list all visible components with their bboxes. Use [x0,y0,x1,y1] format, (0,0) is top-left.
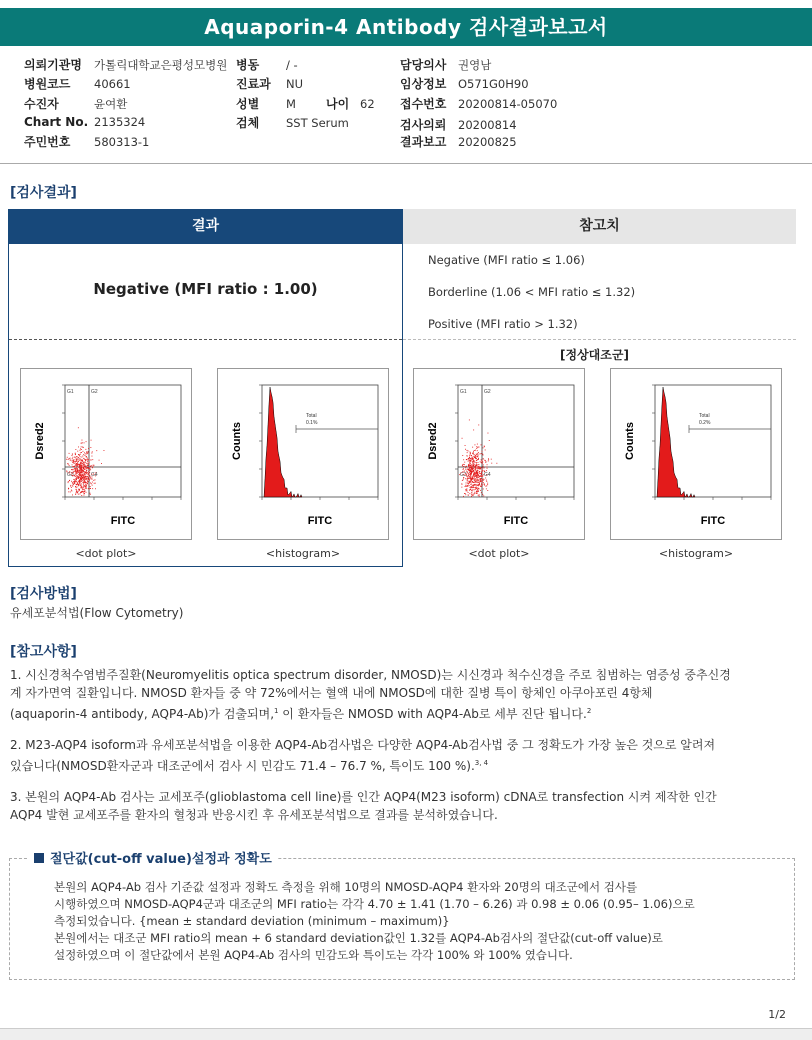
control-histogram [610,368,782,540]
ref-borderline: Borderline (1.06 < MFI ratio ≤ 1.32) [428,285,636,299]
receipt-value: 20200814-05070 [458,97,558,111]
note-3-line-2: AQP4 발현 교세포주를 환자의 혈청과 반응시킨 후 유세포분석법으로 결과를 분석하였습니다. [10,808,498,822]
ref-sup-3-4: 3, 4 [474,759,489,767]
note-2-line-2 [10,754,800,775]
note-3-line-1: 3. 본원의 AQP4-Ab 검사는 교세포주(glioblastoma cell line)를 인간 AQP4(M23 isoform) cDNA로 transfection 시켜 제작한 인간 [10,790,717,804]
quadrant-label-3: G3 [67,472,74,478]
page-footer [0,1028,812,1040]
results-section-title: [검사결과] [10,185,77,201]
y-axis-label: Counts [231,422,243,460]
patient-label: 수진자 [24,97,59,111]
cutoff-line-1: 본원의 AQP4-Ab 검사 기준값 설정과 정확도 측정을 위해 10명의 NMOSD-AQP4 환자와 20명의 대조군에서 검사를 [54,880,638,894]
clinical-value: O571G0H90 [458,77,529,91]
cutoff-line-2: 시행하였으며 NMOSD-AQP4군과 대조군의 MFI ratio는 각각 4.70 ± 1.41 (1.70 – 6.26) 과 0.98 ± 0.06 (0.95– 1.06)으로 [54,897,695,911]
ward-value: / - [286,58,298,72]
age-value: 62 [360,97,375,111]
receipt-label: 접수번호 [400,97,447,111]
cutoff-title [28,848,278,867]
chart-value: 2135324 [94,115,146,129]
ref-sup-1: 1 [274,707,279,715]
patient-hist-caption: <histogram> [265,547,341,560]
gate-percent: 0.1% [306,420,318,426]
control-dot-plot [413,368,585,540]
note-2-line-1: 2. M23-AQP4 isoform과 유세포분석법을 이용한 AQP4-Ab검사법은 다양한 AQP4-Ab검사법 중 그 정확도가 가장 높은 것으로 알려져 [10,738,716,752]
clinical-label: 임상정보 [400,77,447,91]
y-axis-label: Counts [624,422,636,460]
note-1-line-1: 1. 시신경척수염범주질환(Neuromyelitis optica spectrum disorder, NMOSD)는 시신경과 척수신경을 주로 침범하는 염증성 중추신경 [10,668,731,682]
ward-label: 병동 [236,58,260,72]
request-value: 20200814 [458,118,517,132]
note-1-line-3a: (aquaporin-4 antibody, AQP4-Ab)가 검출되며, [10,707,275,721]
dot-cloud [459,420,497,497]
histogram-area [657,387,695,497]
request-label: 검사의뢰 [400,118,447,132]
dept-value: NU [286,77,304,91]
quadrant-label-1: G1 [460,389,467,395]
x-axis-label: FITC [700,515,726,527]
method-section-title: [검사방법] [10,586,77,602]
note-2-line-2-text: 있습니다(NMOSD환자군과 대조군에서 검사 시 민감도 71.4 – 76.7 %, 특이도 100 %). [10,759,475,773]
report-date-value: 20200825 [458,135,517,149]
cutoff-line-4: 본원에서는 대조군 MFI ratio의 mean + 6 standard deviation값인 1.32를 AQP4-Ab검사의 절단값(cut-off value)로 [54,931,663,945]
patient-histogram [217,368,389,540]
id-value: 580313-1 [94,135,150,149]
cutoff-line-3: 측정되었습니다. {mean ± standard deviation (minimum – maximum)} [54,914,450,928]
note-1-line-3b: 이 환자들은 NMOSD with AQP4-Ab로 세부 진단 됩니다. [278,707,587,721]
id-label: 주민번호 [24,135,71,149]
cutoff-line-5: 설정하였으며 이 절단값에서 본원 AQP4-Ab 검사의 민감도와 특이도는 각각 100% 와 100% 였습니다. [54,948,573,962]
gate-percent: 0.2% [699,420,711,426]
ref-sup-2: 2 [586,707,592,715]
dept-label: 진료과 [236,77,271,91]
specimen-value: SST Serum [286,116,349,130]
result-value-area [9,244,402,340]
institution-label: 의뢰기관명 [24,58,82,72]
control-group-title: [정상대조군] [560,348,629,362]
doctor-label: 담당의사 [400,58,447,72]
institution-value: 가톨릭대학교은평성모병원 [94,58,228,72]
y-axis-label: Dsred2 [427,422,439,460]
gate-label: Total [699,413,710,419]
report-title: Aquaporin-4 Antibody 검사결과보고서 [0,8,812,46]
quadrant-label-2: G2 [91,389,98,395]
quadrant-label-1: G1 [67,389,74,395]
sex-value: M [286,97,296,111]
notes-section-title: [참고사항] [10,644,77,660]
control-dot-caption: <dot plot> [468,547,530,560]
reference-header: 참고치 [403,209,796,244]
ref-positive: Positive (MFI ratio > 1.32) [428,317,578,331]
dot-cloud [66,427,104,496]
note-2 [10,736,800,775]
specimen-label: 검체 [236,116,260,130]
reference-separator [403,339,796,340]
quadrant-label-2: G2 [484,389,491,395]
note-1 [10,666,800,723]
x-axis-label: FITC [307,515,333,527]
patient-info [0,52,812,164]
age-label: 나이 [326,97,350,111]
ref-negative: Negative (MFI ratio ≤ 1.06) [428,253,585,267]
result-header: 결과 [8,209,403,244]
y-axis-label: Dsred2 [34,422,46,460]
cutoff-text [54,879,784,964]
chart-label: Chart No. [24,115,89,129]
note-1-line-2: 계 자가면역 질환입니다. NMOSD 환자들 중 약 72%에서는 혈액 내에 NMOSD에 대한 질병 특이 항체인 아쿠아포린 4항체 [10,686,653,700]
patient-dot-plot [20,368,192,540]
quadrant-label-3: G3 [460,472,467,478]
method-text: 유세포분석법(Flow Cytometry) [10,606,184,620]
hospital-code-label: 병원코드 [24,77,71,91]
doctor-value: 권영남 [458,58,492,72]
patient-dot-caption: <dot plot> [75,547,137,560]
note-1-line-3 [10,702,800,723]
gate-label: Total [306,413,317,419]
quadrant-label-4: G4 [91,472,98,478]
note-3 [10,788,800,824]
page-number: 1/2 [768,1008,786,1021]
result-value: Negative (MFI ratio : 1.00) [93,280,318,298]
x-axis-label: FITC [503,515,529,527]
histogram-area [264,387,302,497]
report-date-label: 결과보고 [400,135,447,149]
x-axis-label: FITC [110,515,136,527]
patient-value: 윤여환 [94,97,128,111]
sex-label: 성별 [236,97,260,111]
cutoff-title-text: 절단값(cut-off value)설정과 정확도 [50,852,272,867]
hospital-code-value: 40661 [94,77,131,91]
square-bullet-icon [34,853,44,863]
quadrant-label-4: G4 [484,472,491,478]
control-hist-caption: <histogram> [658,547,734,560]
